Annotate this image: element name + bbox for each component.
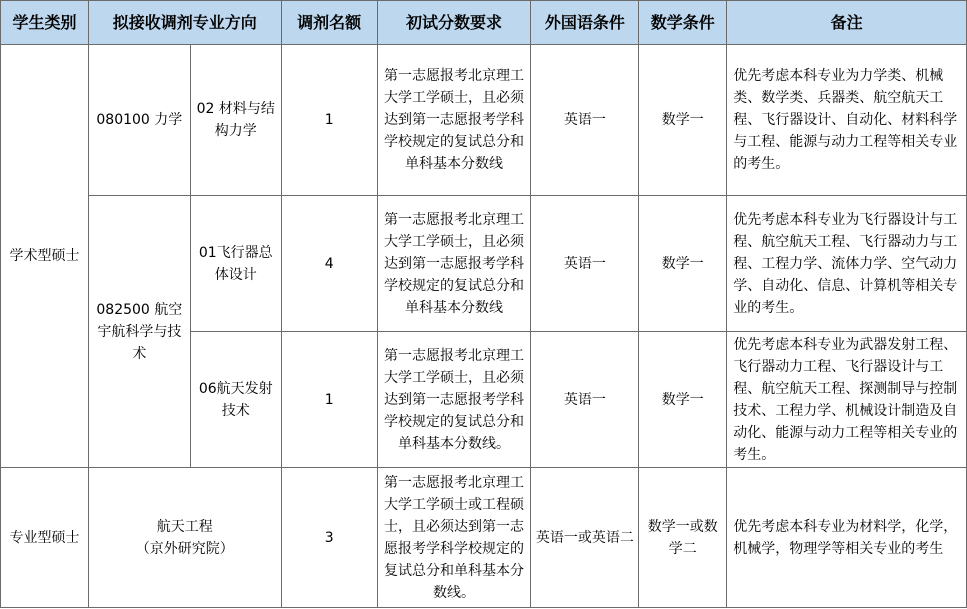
category-cell: 学术型硕士 (1, 45, 89, 468)
header-math: 数学条件 (639, 1, 727, 45)
score-cell: 第一志愿报考北京理工大学工学硕士，且必须达到第一志愿报考学科学校规定的复试总分和单科基本分数线 (377, 196, 531, 332)
direction-cell: 02 材料与结构力学 (190, 45, 281, 196)
header-remark: 备注 (727, 1, 967, 45)
score-cell: 第一志愿报考北京理工大学工学硕士，且必须达到第一志愿报考学科学校规定的复试总分和单科基本分数线 (377, 45, 531, 196)
header-direction: 拟接收调剂专业方向 (88, 1, 281, 45)
major-cell: 082500 航空宇航科学与技术 (88, 196, 190, 468)
category-cell: 专业型硕士 (1, 468, 89, 608)
math-cell: 数学一 (639, 332, 727, 468)
language-cell: 英语一 (531, 332, 639, 468)
language-cell: 英语一 (531, 196, 639, 332)
language-cell: 英语一 (531, 45, 639, 196)
direction-cell: 01飞行器总体设计 (190, 196, 281, 332)
header-category: 学生类别 (1, 1, 89, 45)
table-row (1, 45, 967, 196)
quota-cell: 1 (281, 45, 377, 196)
quota-cell: 3 (281, 468, 377, 608)
quota-cell: 1 (281, 332, 377, 468)
remark-cell: 优先考虑本科专业为武器发射工程、飞行器动力工程、飞行器设计与工程、航空航天工程、探测制导与控制技术、工程力学、机械设计制造及自动化、能源与动力工程等相关专业的考生。 (727, 332, 967, 468)
header-score: 初试分数要求 (377, 1, 531, 45)
remark-cell: 优先考虑本科专业为力学类、机械类、数学类、兵器类、航空航天工程、飞行器设计、自动化、材料科学与工程、能源与动力工程等相关专业的考生。 (727, 45, 967, 196)
math-cell: 数学一或数学二 (639, 468, 727, 608)
quota-cell: 4 (281, 196, 377, 332)
header-quota: 调剂名额 (281, 1, 377, 45)
remark-cell: 优先考虑本科专业为飞行器设计与工程、航空航天工程、飞行器动力与工程、工程力学、流体力学、空气动力学、自动化、信息、计算机等相关专业的考生。 (727, 196, 967, 332)
math-cell: 数学一 (639, 45, 727, 196)
language-cell: 英语一或英语二 (531, 468, 639, 608)
remark-cell: 优先考虑本科专业为材料学，化学，机械学，物理学等相关专业的考生 (727, 468, 967, 608)
table-row (1, 468, 967, 608)
header-language: 外国语条件 (531, 1, 639, 45)
math-cell: 数学一 (639, 196, 727, 332)
score-cell: 第一志愿报考北京理工大学工学硕士或工程硕士，且必须达到第一志愿报考学科学校规定的复试总分和单科基本分数线。 (377, 468, 531, 608)
major-name: 航天工程 (156, 518, 213, 535)
score-cell: 第一志愿报考北京理工大学工学硕士，且必须达到第一志愿报考学科学校规定的复试总分和单科基本分数线。 (377, 332, 531, 468)
table-row (1, 196, 967, 332)
direction-cell: 06航天发射技术 (190, 332, 281, 468)
header-row (1, 1, 967, 45)
major-location: （京外研究院） (135, 540, 234, 557)
major-cell (88, 468, 281, 608)
major-cell: 080100 力学 (88, 45, 190, 196)
